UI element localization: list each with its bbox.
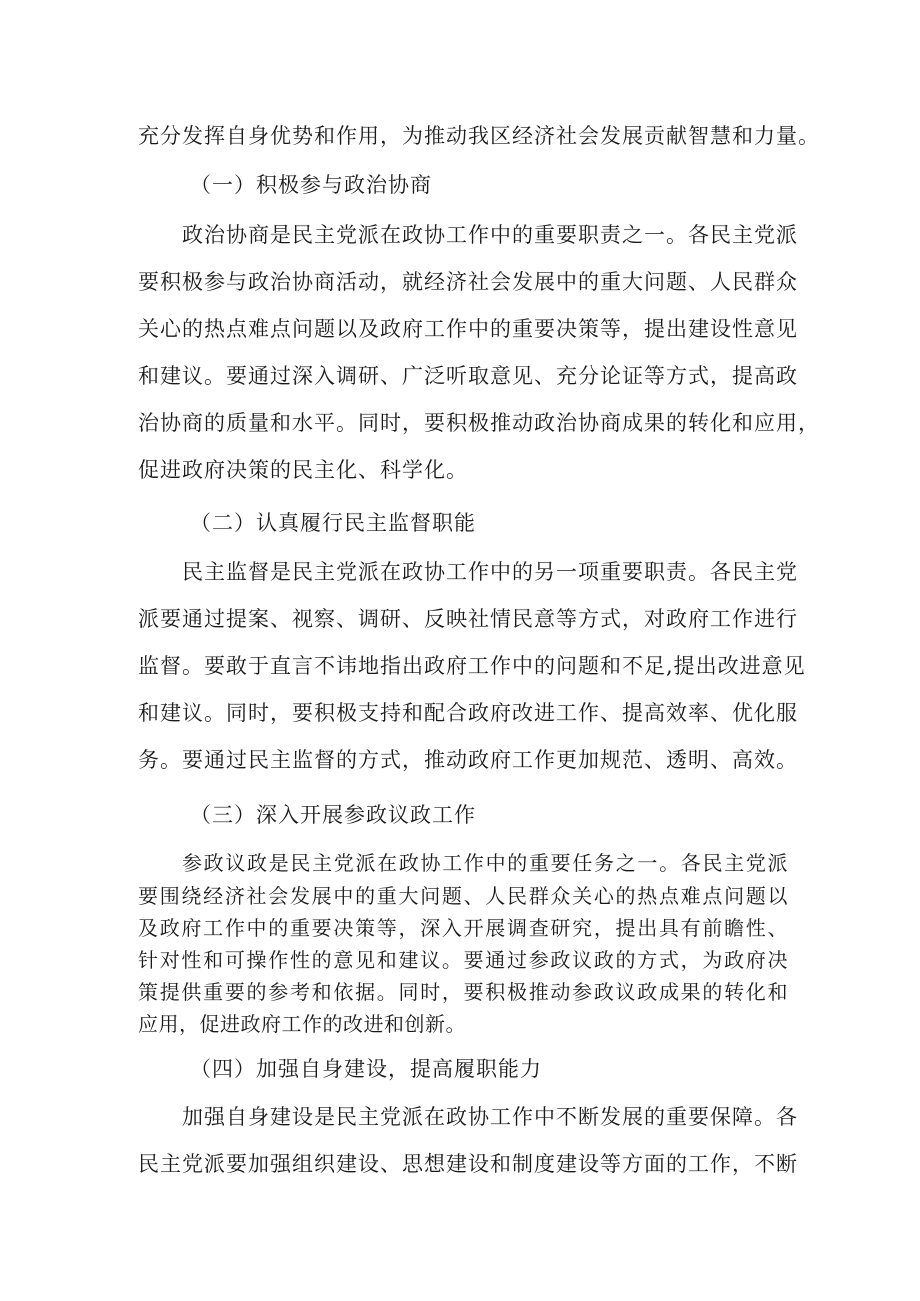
- paragraph-line: 及政府工作中的重要决策等，深入开展调查研究，提出具有前瞻性、: [138, 916, 788, 940]
- paragraph-line: 和建议。同时，要积极支持和配合政府改进工作、提高效率、优化服: [138, 701, 798, 725]
- paragraph-line: 充分发挥自身优势和作用，为推动我区经济社会发展贡献智慧和力量。: [138, 124, 820, 148]
- paragraph-line: 和建议。要通过深入调研、广泛听取意见、充分论证等方式，提高政: [138, 364, 798, 388]
- paragraph-line: 派要通过提案、视察、调研、反映社情民意等方式，对政府工作进行: [138, 607, 798, 631]
- paragraph-line: 监督。要敢于直言不讳地指出政府工作中的问题和不足,提出改进意见: [138, 654, 806, 678]
- paragraph-line: 要围绕经济社会发展中的重大问题、人民群众关心的热点难点问题以: [138, 884, 788, 908]
- section-heading-4: （四）加强自身建设，提高履职能力: [190, 1057, 542, 1081]
- paragraph-line: 民主监督是民主党派在政协工作中的另一项重要职责。各民主党: [182, 560, 798, 584]
- paragraph-line: 针对性和可操作性的意见和建议。要通过参政议政的方式，为政府决: [138, 948, 788, 972]
- paragraph-line: 加强自身建设是民主党派在政协工作中不断发展的重要保障。各: [182, 1105, 798, 1129]
- paragraph-line: 务。要通过民主监督的方式，推动政府工作更加规范、透明、高效。: [138, 748, 798, 772]
- paragraph-line: 治协商的质量和水平。同时，要积极推动政治协商成果的转化和应用，: [138, 411, 820, 435]
- paragraph-line: 要积极参与政治协商活动，就经济社会发展中的重大问题、人民群众: [138, 270, 798, 294]
- paragraph-line: 民主党派要加强组织建设、思想建设和制度建设等方面的工作，不断: [138, 1152, 798, 1176]
- paragraph-line: 政治协商是民主党派在政协工作中的重要职责之一。各民主党派: [182, 223, 798, 247]
- section-heading-1: （一）积极参与政治协商: [190, 173, 432, 197]
- paragraph-line: 参政议政是民主党派在政协工作中的重要任务之一。各民主党派: [182, 851, 788, 875]
- paragraph-line: 应用，促进政府工作的改进和创新。: [138, 1012, 466, 1036]
- paragraph-line: 促进政府决策的民主化、科学化。: [138, 458, 468, 482]
- section-heading-2: （二）认真履行民主监督职能: [190, 511, 476, 535]
- paragraph-line: 策提供重要的参考和依据。同时，要积极推动参政议政成果的转化和: [138, 980, 788, 1004]
- paragraph-line: 关心的热点难点问题以及政府工作中的重要决策等，提出建设性意见: [138, 317, 798, 341]
- section-heading-3: （三）深入开展参政议政工作: [190, 803, 476, 827]
